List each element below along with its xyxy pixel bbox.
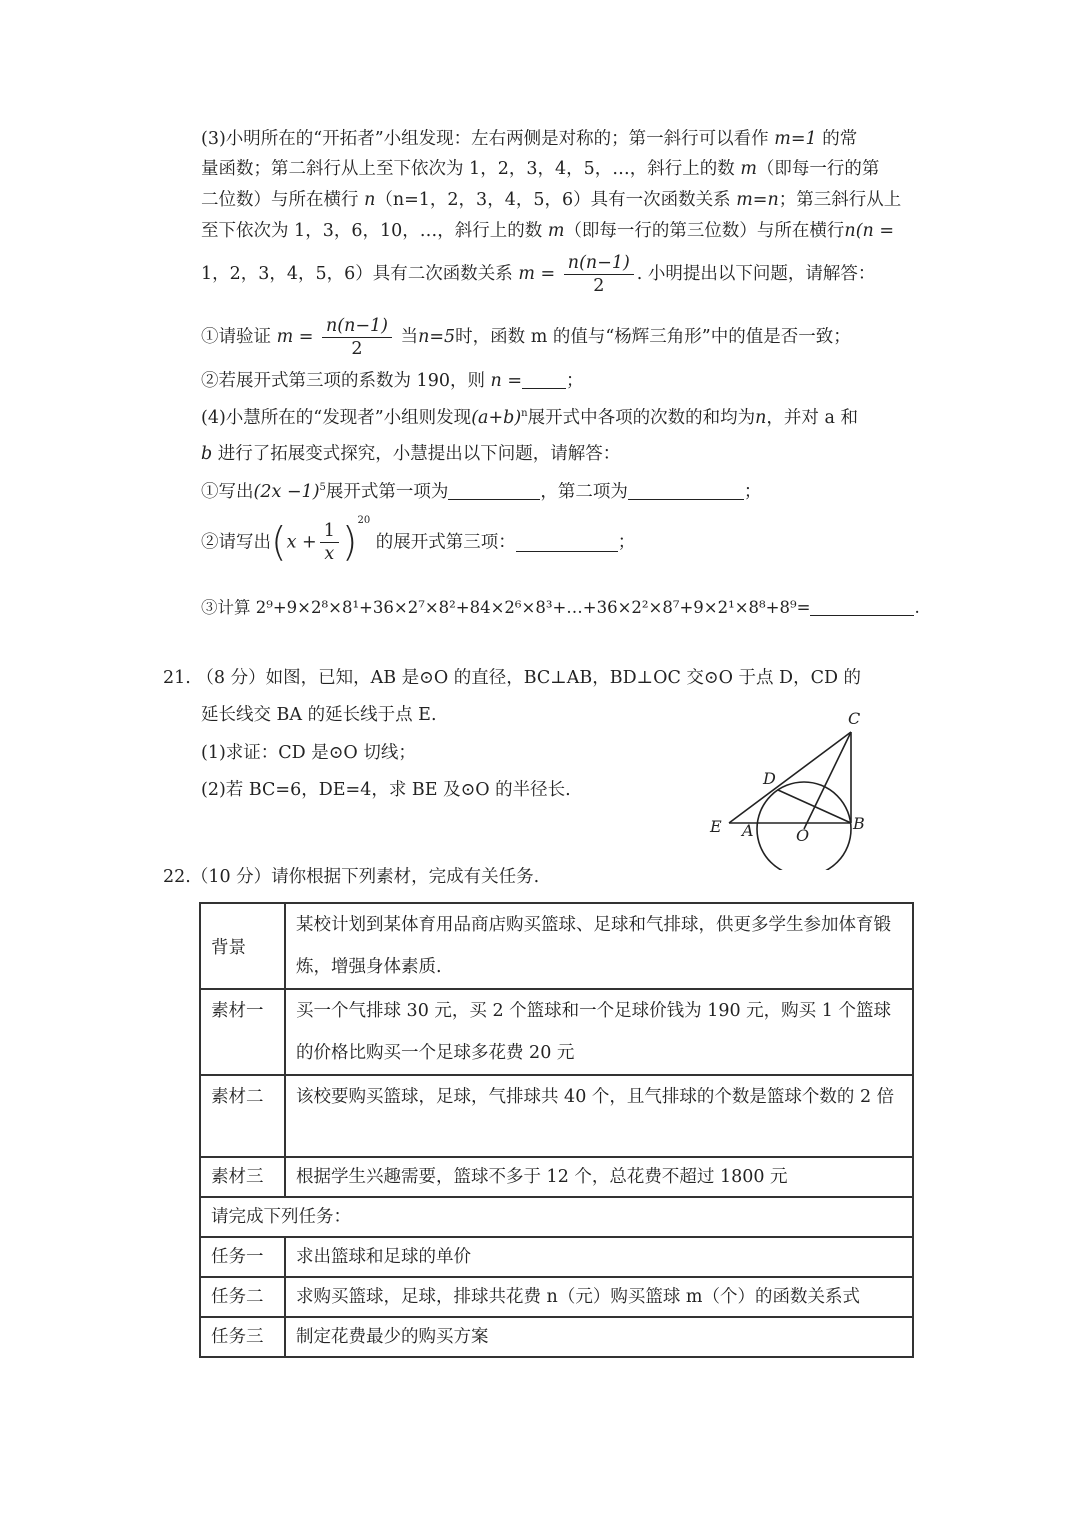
row-label: 任务一 [200, 1237, 285, 1277]
q20-p3-line3: 二位数）与所在横行 n（n=1，2，3，4，5，6）具有一次函数关系 m=n；第三斜行从上 [201, 190, 902, 210]
q20-subq2: ②若展开式第三项的系数为 190，则 n = ； [201, 371, 584, 391]
table-row [200, 903, 913, 989]
geometry-figure [700, 705, 875, 870]
table-row [200, 1197, 913, 1237]
row-text: 求购买篮球，足球，排球共花费 n（元）购买篮球 m（个）的函数关系式 [285, 1277, 913, 1317]
table-row [200, 1277, 913, 1317]
q21-line1: 21. （8 分）如图，已知，AB 是⊙O 的直径，BC⊥AB，BD⊥OC 交⊙O 于点 D，CD 的 [163, 668, 862, 688]
answer-blank[interactable] [522, 370, 566, 389]
row-text: 根据学生兴趣需要，篮球不多于 12 个，总花费不超过 1800 元 [285, 1157, 913, 1197]
label-c: C [848, 709, 861, 728]
fraction-m-2: $\frac{n(n-1)}{2}$ [322, 315, 392, 360]
q20-p3-line4: 至下依次为 1，3，6，10，…，斜行上的数 m（即每一行的第三位数）与所在横行n(n = [201, 221, 895, 241]
q20-subq1: ①请验证 m = $\frac{n(n-1)}{2}$ 当n=5时，函数 m 的值与“杨辉三角形”中的值是否一致； [201, 316, 851, 359]
label-e: E [710, 817, 722, 836]
row-label: 任务三 [200, 1317, 285, 1357]
row-text: 该校要购买篮球，足球，气排球共 40 个，且气排球的个数是篮球个数的 2 倍 [285, 1075, 913, 1157]
answer-blank[interactable] [810, 597, 914, 616]
line-ec [729, 732, 851, 823]
label-a: A [742, 821, 754, 840]
row-text: 买一个气排球 30 元，买 2 个篮球和一个足球价钱为 190 元，购买 1 个篮球的价格比购买一个足球多花费 20 元 [285, 989, 913, 1075]
row-label: 背景 [200, 903, 285, 989]
row-label: 素材一 [200, 989, 285, 1075]
q21-part2: (2)若 BC=6，DE=4，求 BE 及⊙O 的半径长. [201, 780, 571, 800]
line-oc [804, 732, 851, 829]
row-label: 任务二 [200, 1277, 285, 1317]
q20-p4-line2: b 进行了拓展变式探究，小慧提出以下问题，请解答： [201, 444, 621, 464]
row-text: 制定花费最少的购买方案 [285, 1317, 913, 1357]
task-heading: 请完成下列任务： [200, 1197, 913, 1237]
table-row [200, 1317, 913, 1357]
q20-p3-line1: (3)小明所在的“开拓者”小组发现：左右两侧是对称的；第一斜行可以看作 m=1 的常 [201, 129, 858, 149]
table-row [200, 989, 913, 1075]
fraction-m: $\frac{n(n-1)}{2}$ [564, 252, 634, 297]
q21-part1: (1)求证：CD 是⊙O 切线； [201, 743, 416, 763]
label-d: D [763, 769, 776, 788]
q20-p4-line1: (4)小慧所在的“发现者”小组则发现$(a+b)^n$展开式中各项的次数的和均为n，并对 a 和 [201, 408, 858, 428]
materials-table [199, 902, 914, 1358]
q20-p3-line5: 1，2，3，4，5，6）具有二次函数关系 m = $\frac{n(n-1)}{2}$ . 小明提出以下问题，请解答： [201, 253, 876, 296]
q22-title: 22.（10 分）请你根据下列素材，完成有关任务. [163, 867, 540, 887]
q20-t1: ①写出$(2x -1)^5$展开式第一项为 ，第二项为 ； [201, 482, 762, 502]
row-text: 求出篮球和足球的单价 [285, 1237, 913, 1277]
q20-p3-line2: 量函数；第二斜行从上至下依次为 1，2，3，4，5，…，斜行上的数 m（即每一行的第 [201, 159, 880, 179]
row-label: 素材二 [200, 1075, 285, 1157]
table-row [200, 1237, 913, 1277]
fraction-1-over-x: $\frac{1}{x}$ [320, 520, 339, 565]
q20-t3: ③计算 2⁹+9×2⁸×8¹+36×2⁷×8²+84×2⁶×8³+…+36×2²×8⁷+9×2¹×8⁸+8⁹= . [201, 598, 920, 617]
q20-t2: ②请写出(x + $\frac{1}{x}$ )$^{20}$ 的展开式第三项： ； [201, 515, 636, 566]
answer-blank[interactable] [448, 481, 540, 500]
q21-line2: 延长线交 BA 的延长线于点 E. [201, 705, 437, 725]
answer-blank[interactable] [628, 481, 744, 500]
table-row [200, 1075, 913, 1157]
row-text: 某校计划到某体育用品商店购买篮球、足球和气排球，供更多学生参加体育锻炼，增强身体素质. [285, 903, 913, 989]
answer-blank[interactable] [516, 533, 618, 552]
label-o: O [796, 826, 810, 845]
row-label: 素材三 [200, 1157, 285, 1197]
label-b: B [853, 814, 865, 833]
table-row [200, 1157, 913, 1197]
line-db [778, 790, 851, 823]
